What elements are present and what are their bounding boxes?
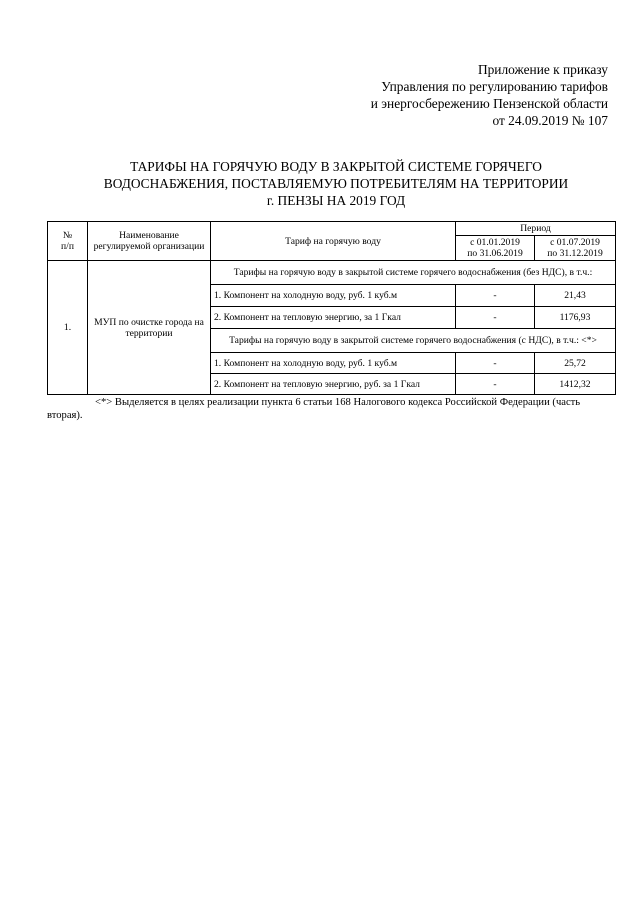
row-number: 1. xyxy=(48,261,88,395)
component-label: 1. Компонент на холодную воду, руб. 1 куб.м xyxy=(211,285,456,307)
appendix-line: Приложение к приказу xyxy=(477,62,608,77)
appendix-header xyxy=(371,61,608,129)
period-1-end: по 31.06.2019 xyxy=(467,248,523,259)
period-2-start: с 01.07.2019 xyxy=(550,237,600,248)
title-line: г. ПЕНЗЫ НА 2019 ГОД xyxy=(266,193,406,208)
table-header-row xyxy=(48,222,616,236)
title-line: ВОДОСНАБЖЕНИЯ, ПОСТАВЛЯЕМУЮ ПОТРЕБИТЕЛЯМ НА ТЕРРИТОРИИ xyxy=(103,176,569,191)
period-1-value: - xyxy=(456,353,535,374)
period-1-value: - xyxy=(456,285,535,307)
footnote xyxy=(47,396,617,422)
period-2-value: 1176,93 xyxy=(535,307,616,329)
header-period: Период xyxy=(456,222,616,236)
appendix-line: и энергосбережению Пензенской области xyxy=(370,96,608,111)
footnote-text-cont: вторая). xyxy=(47,410,83,421)
component-label: 1. Компонент на холодную воду, руб. 1 куб.м xyxy=(211,353,456,374)
period-1-value: - xyxy=(456,307,535,329)
section-without-vat: Тарифы на горячую воду в закрытой системе горячего водоснабжения (без НДС), в т.ч.: xyxy=(211,261,616,285)
footnote-text: <*> Выделяется в целях реализации пункта 6 статьи 168 Налогового кодекса Российской Федерации (часть xyxy=(95,397,581,408)
section-with-vat: Тарифы на горячую воду в закрытой системе горячего водоснабжения (с НДС), в т.ч.: <*> xyxy=(211,329,616,353)
period-2-end: по 31.12.2019 xyxy=(547,248,603,259)
period-1-value: - xyxy=(456,374,535,395)
header-number xyxy=(48,222,88,261)
table-row xyxy=(48,261,616,285)
organization-name: МУП по очистке города на территории xyxy=(88,261,211,395)
period-2-value: 21,43 xyxy=(535,285,616,307)
period-1-start: с 01.01.2019 xyxy=(470,237,520,248)
document-title xyxy=(60,158,612,209)
header-organization: Наименование регулируемой организации xyxy=(88,222,211,261)
component-label: 2. Компонент на тепловую энергию, за 1 Гкал xyxy=(211,307,456,329)
tariff-table xyxy=(47,221,616,395)
component-label: 2. Компонент на тепловую энергию, руб. за 1 Гкал xyxy=(211,374,456,395)
header-number-abbr: п/п xyxy=(61,241,74,252)
title-line: ТАРИФЫ НА ГОРЯЧУЮ ВОДУ В ЗАКРЫТОЙ СИСТЕМЕ ГОРЯЧЕГО xyxy=(130,159,542,174)
appendix-date-line: от 24.09.2019 № 107 xyxy=(492,113,608,128)
period-2-value: 1412,32 xyxy=(535,374,616,395)
header-number-symbol: № xyxy=(62,230,73,241)
header-period-1 xyxy=(456,236,535,261)
period-2-value: 25,72 xyxy=(535,353,616,374)
appendix-line: Управления по регулированию тарифов xyxy=(381,79,608,94)
header-tariff: Тариф на горячую воду xyxy=(211,222,456,261)
header-period-2 xyxy=(535,236,616,261)
